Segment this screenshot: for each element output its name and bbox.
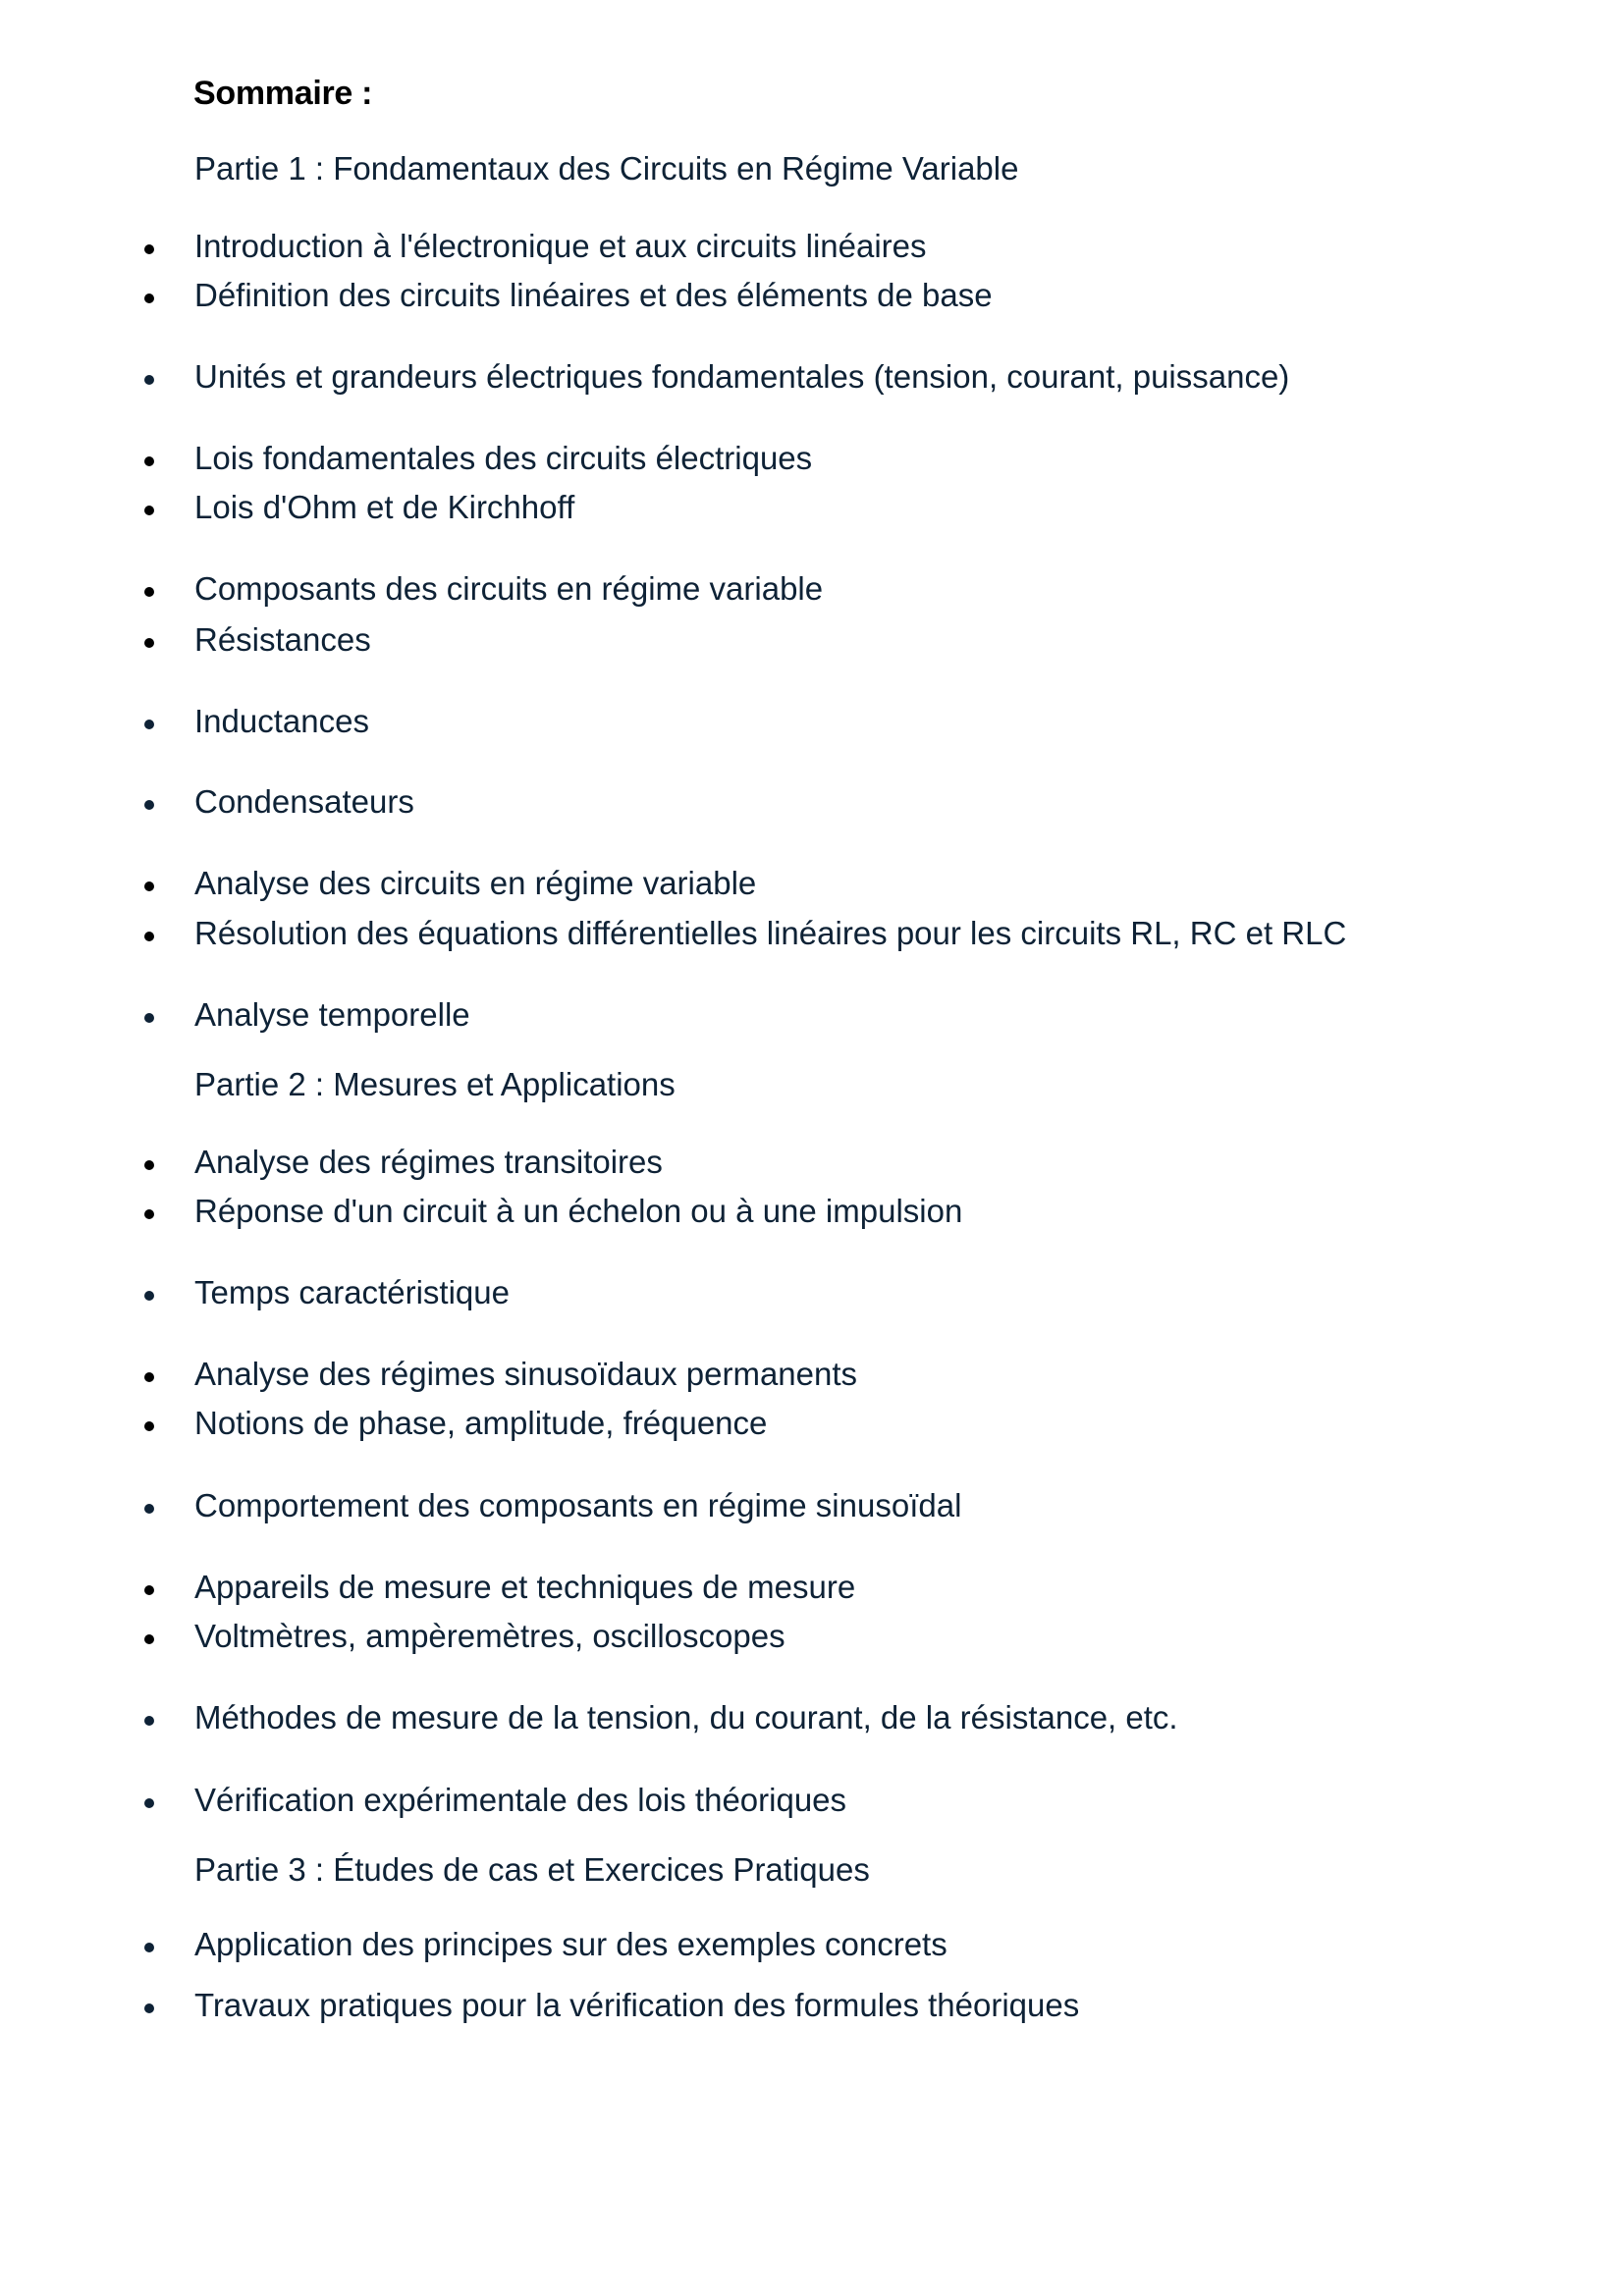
- part-heading: Partie 2 : Mesures et Applications: [194, 1066, 676, 1102]
- list-item: [194, 1276, 510, 1308]
- list-item: [194, 705, 369, 737]
- list-item-text: Réponse d'un circuit à un échelon ou à une impulsion: [194, 1193, 963, 1229]
- bullet-icon: [144, 1160, 154, 1170]
- bullet-icon: [144, 932, 154, 941]
- bullet-icon: [144, 1209, 154, 1219]
- part-heading: Partie 3 : Études de cas et Exercices Pratiques: [194, 1851, 870, 1888]
- list-item: [194, 1989, 1079, 2021]
- list-item-text: Vérification expérimentale des lois théoriques: [194, 1782, 847, 1818]
- list-item-text: Introduction à l'électronique et aux circuits linéaires: [194, 228, 927, 264]
- bullet-icon: [144, 1716, 154, 1726]
- list-item: [194, 442, 812, 474]
- list-item: [194, 917, 1346, 949]
- bullet-icon: [144, 1504, 154, 1514]
- list-item-text: Inductances: [194, 703, 369, 739]
- summary-title: Sommaire :: [193, 75, 373, 112]
- list-item-text: Temps caractéristique: [194, 1274, 510, 1310]
- list-item: [194, 1358, 857, 1390]
- list-item: [194, 230, 927, 262]
- list-item-text: Résistances: [194, 621, 371, 658]
- list-item: [194, 1195, 962, 1227]
- list-item: [194, 785, 414, 818]
- list-item-text: Analyse des régimes transitoires: [194, 1144, 663, 1180]
- list-item: [194, 279, 993, 311]
- bullet-icon: [144, 2003, 154, 2013]
- list-item: [194, 1489, 961, 1522]
- list-item: [194, 572, 823, 605]
- bullet-icon: [144, 720, 154, 729]
- bullet-icon: [144, 375, 154, 385]
- list-item: [194, 998, 470, 1031]
- list-item-text: Méthodes de mesure de la tension, du courant, de la résistance, etc.: [194, 1699, 1178, 1735]
- bullet-icon: [144, 294, 154, 303]
- list-item: [194, 491, 574, 523]
- bullet-icon: [144, 1585, 154, 1595]
- bullet-icon: [144, 244, 154, 254]
- bullet-icon: [144, 1013, 154, 1023]
- list-item-text: Application des principes sur des exemples concrets: [194, 1926, 947, 1962]
- bullet-icon: [144, 638, 154, 648]
- list-item: [194, 1146, 663, 1178]
- list-item: [194, 1571, 855, 1603]
- list-item-text: Résolution des équations différentielles linéaires pour les circuits RL, RC et RLC: [194, 915, 1347, 951]
- bullet-icon: [144, 506, 154, 515]
- bullet-icon: [144, 881, 154, 891]
- list-item-text: Composants des circuits en régime variable: [194, 570, 824, 607]
- bullet-icon: [144, 1798, 154, 1808]
- bullet-icon: [144, 587, 154, 597]
- list-item-text: Appareils de mesure et techniques de mesure: [194, 1569, 856, 1605]
- list-item: [194, 1620, 785, 1652]
- list-item-text: Lois fondamentales des circuits électriques: [194, 440, 813, 476]
- list-item-text: Condensateurs: [194, 783, 414, 820]
- bullet-icon: [144, 800, 154, 810]
- list-item: [194, 360, 1289, 393]
- bullet-icon: [144, 1372, 154, 1382]
- list-item-text: Unités et grandeurs électriques fondamentales (tension, courant, puissance): [194, 358, 1290, 395]
- list-item-text: Comportement des composants en régime sinusoïdal: [194, 1487, 962, 1523]
- list-item-text: Analyse des régimes sinusoïdaux permanents: [194, 1356, 858, 1392]
- bullet-icon: [144, 1943, 154, 1952]
- list-item-text: Analyse des circuits en régime variable: [194, 865, 757, 901]
- list-item-text: Voltmètres, ampèremètres, oscilloscopes: [194, 1618, 785, 1654]
- list-item-text: Travaux pratiques pour la vérification des formules théoriques: [194, 1987, 1080, 2023]
- list-item: [194, 1701, 1178, 1734]
- list-item-text: Définition des circuits linéaires et des éléments de base: [194, 277, 993, 313]
- list-item: [194, 1784, 846, 1816]
- list-item: [194, 867, 756, 899]
- list-item-text: Analyse temporelle: [194, 996, 470, 1033]
- list-item: [194, 1928, 947, 1960]
- part-heading: Partie 1 : Fondamentaux des Circuits en Régime Variable: [194, 150, 1019, 187]
- list-item: [194, 623, 371, 656]
- bullet-icon: [144, 1634, 154, 1644]
- bullet-icon: [144, 1421, 154, 1431]
- bullet-icon: [144, 456, 154, 466]
- list-item-text: Notions de phase, amplitude, fréquence: [194, 1405, 768, 1441]
- list-item: [194, 1407, 767, 1439]
- bullet-icon: [144, 1291, 154, 1301]
- list-item-text: Lois d'Ohm et de Kirchhoff: [194, 489, 575, 525]
